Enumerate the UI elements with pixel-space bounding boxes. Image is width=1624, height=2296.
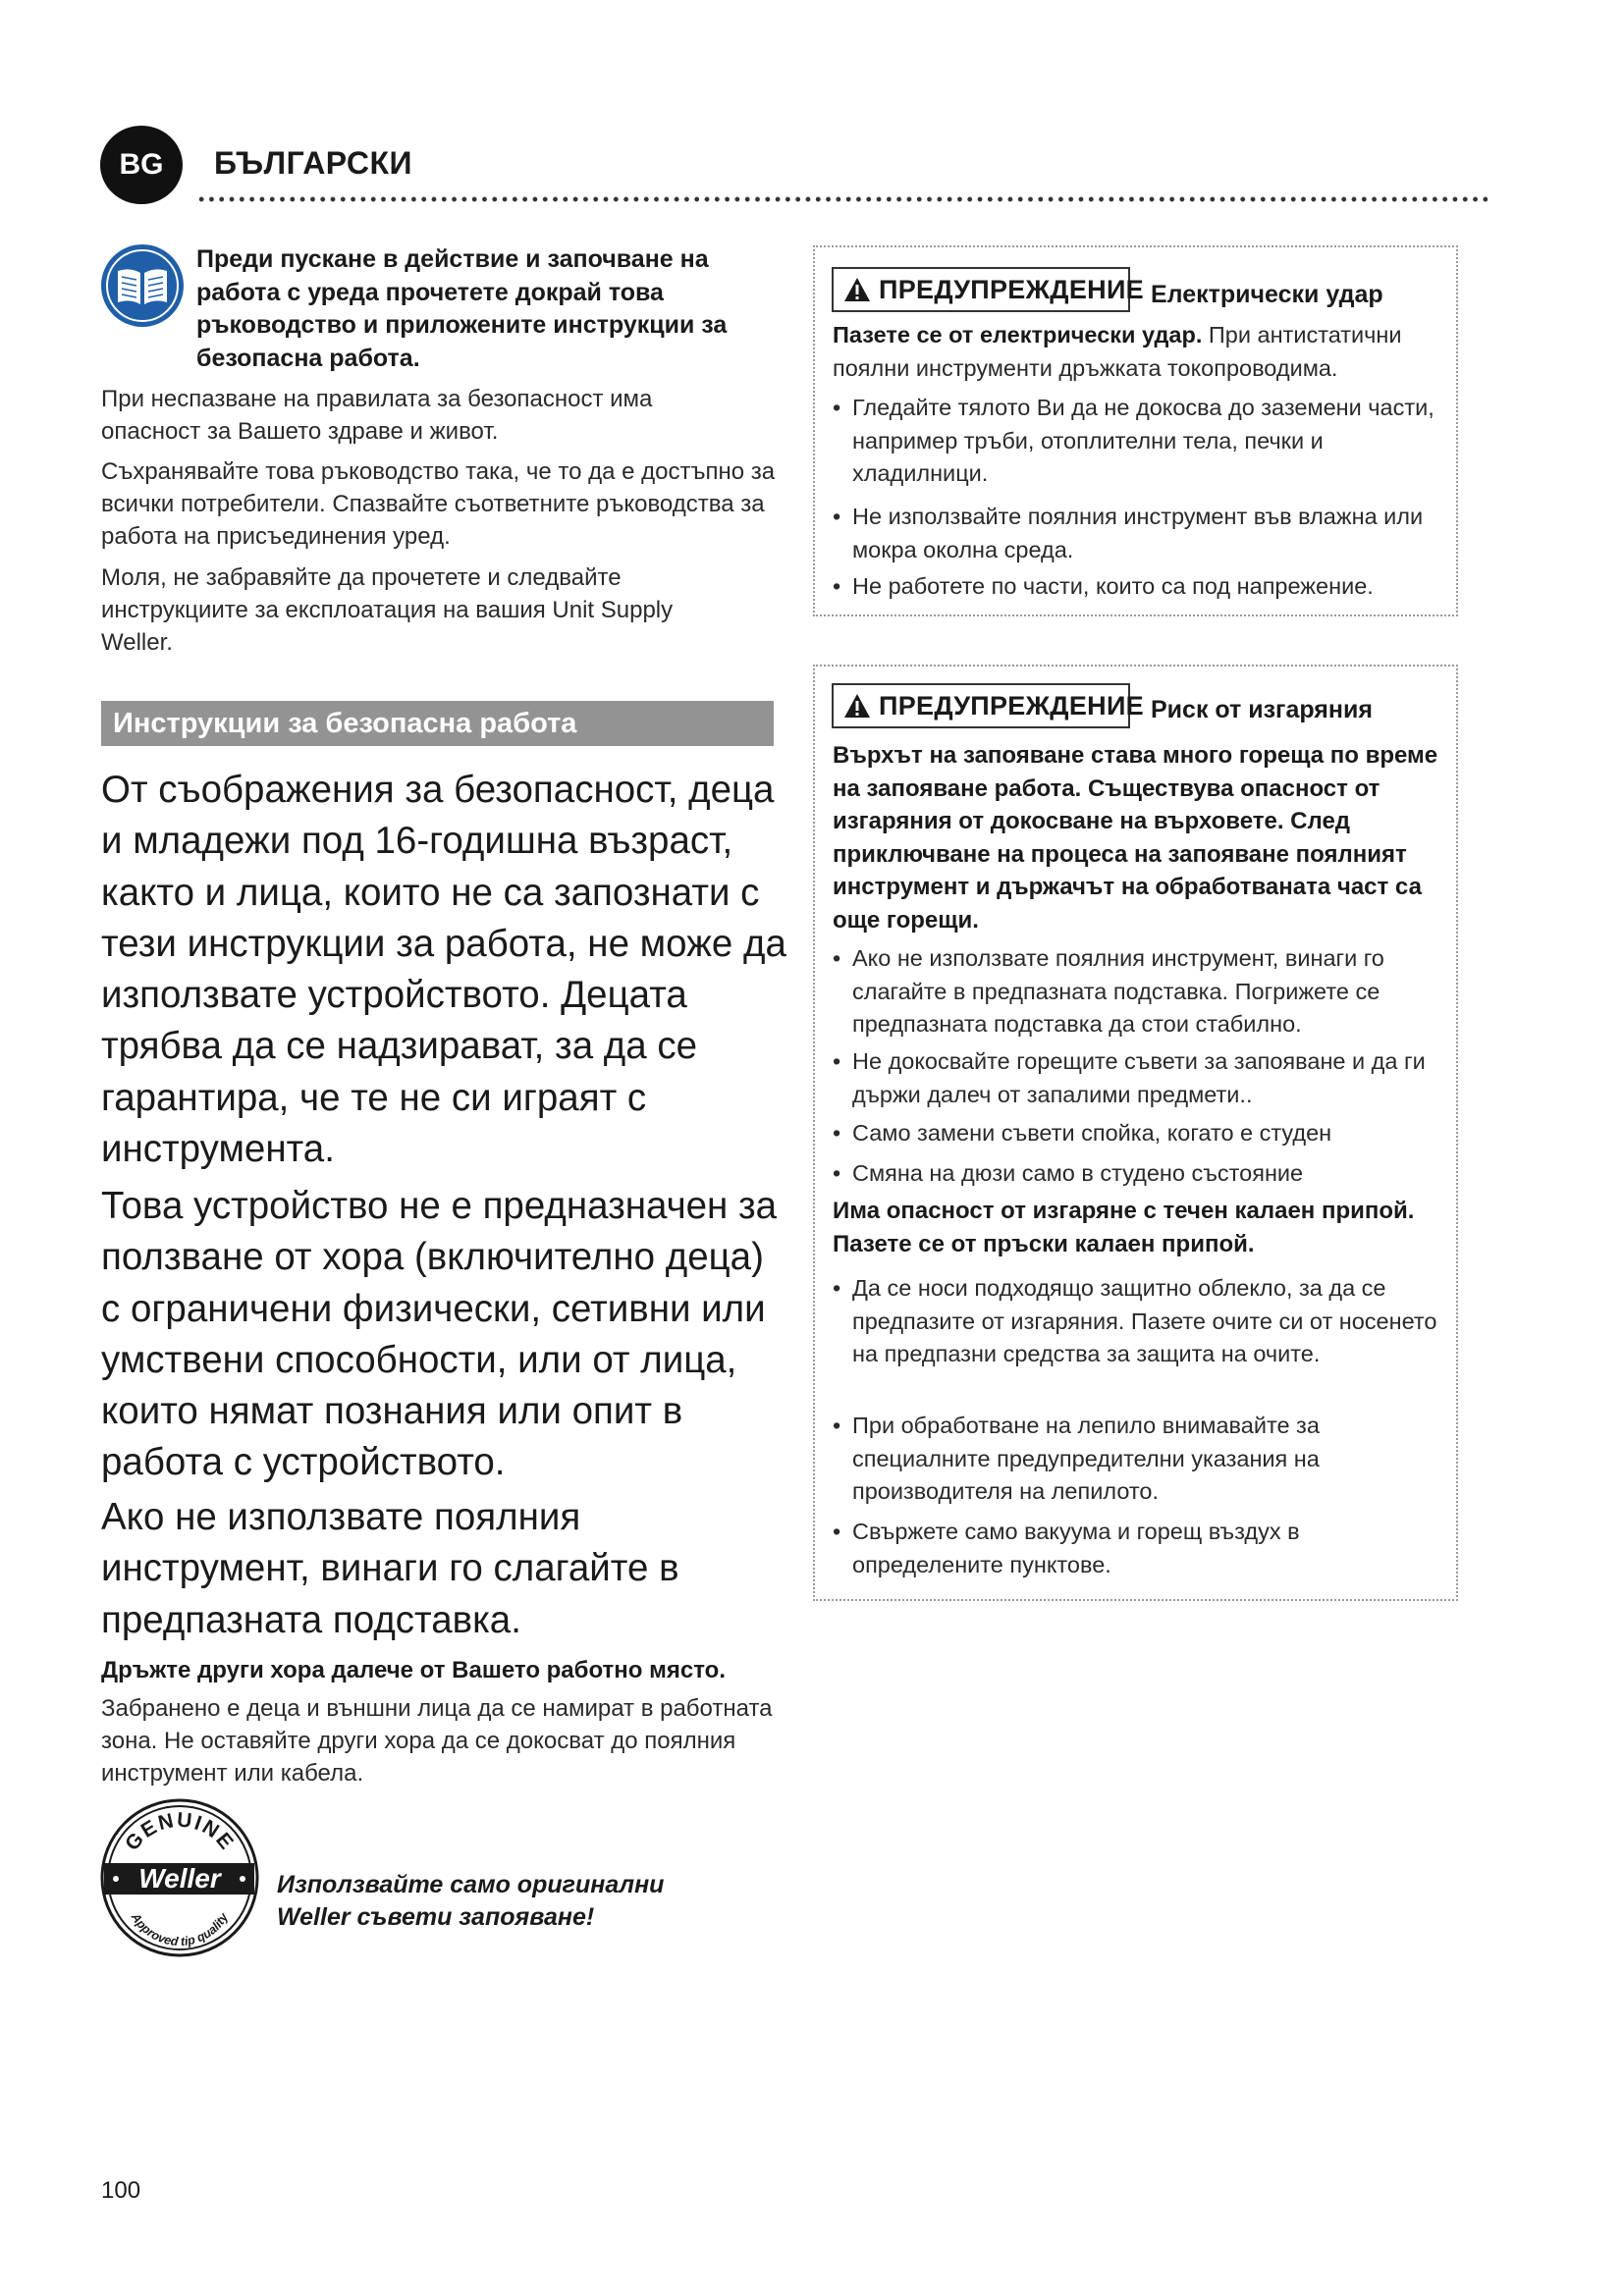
- warning-bullet: • Не използвайте поялния инструмент във влажна или мокра околна среда.: [833, 501, 1441, 566]
- original-tips-line-2: Weller съвети запояване!: [277, 1903, 595, 1931]
- intro-paragraph-2: Съхранявайте това ръководство така, че то да е достъпно за всички потребители. Спазвайте съответните ръководства за работа на присъединения уред.: [101, 458, 776, 550]
- warning-title: Риск от изгаряния: [1151, 696, 1373, 723]
- warning-bullet: • Свържете само вакуума и горещ въздух в определените пунктове.: [833, 1516, 1382, 1581]
- dotted-divider: [196, 195, 1488, 203]
- seal-brand-text: Weller: [138, 1863, 221, 1894]
- safety-big-paragraph-2: Това устройство не е предназначен за ползване от хора (включително деца) с ограничени физически, сетивни или умствени способности, или от лица, които нямат познания или опит в работа с устройството.: [101, 1185, 778, 1484]
- safety-big-paragraph-3: Ако не използвате поялния инструмент, винаги го слагайте в предпазната подставка.: [101, 1496, 679, 1641]
- warning-label-text: ПРЕДУПРЕЖДЕНИЕ: [879, 690, 1144, 721]
- warning-triangle-icon: [843, 277, 871, 302]
- warning-bullet: • Гледайте тялото Ви да не докосва до заземени части, например тръби, отоплителни тела, печки и хладилници.: [833, 392, 1461, 491]
- safety-big-paragraph-1: От съображения за безопасност, деца и младежи под 16-годишна възраст, както и лица, които не са запознати с тези инструкции за работа, не може да използвате устройството. Децата трябва да се надзирават, за да се гарантира, че те не си играят с инструмента.: [101, 769, 786, 1171]
- seal-bottom-text: Approved tip quality: [128, 1910, 232, 1949]
- intro-paragraph-3: Моля, не забравяйте да прочетете и следвайте инструкциите за експлоатация на вашия Unit Supply Weller.: [101, 564, 674, 656]
- page-number: 100: [101, 2177, 141, 2204]
- genuine-weller-seal-icon: [98, 1796, 260, 1958]
- warning-label-text: ПРЕДУПРЕЖДЕНИЕ: [879, 274, 1144, 304]
- original-tips-text: [277, 1869, 738, 1934]
- original-tips-line-1: Използвайте само оригинални: [277, 1871, 665, 1898]
- warning-lead-rest: При антистатични поялни инструменти дръжката токопроводима.: [833, 322, 1402, 381]
- safety-bold-line: Дръжте други хора далече от Вашето работно място.: [101, 1657, 726, 1683]
- warning-bullet: • Смяна на дюзи само в студено състояние: [833, 1157, 1446, 1191]
- warning-bullet: • Не докосвайте горещите съвети за запояване и да ги държи далеч от запалими предмети..: [833, 1045, 1456, 1111]
- warning-lead: [833, 319, 1446, 385]
- section-heading: Инструкции за безопасна работа: [101, 701, 774, 746]
- language-title: БЪЛГАРСКИ: [214, 145, 412, 181]
- warning-label: [832, 683, 1144, 728]
- intro-bold-text: Преди пускане в действие и започване на работа с уреда прочетете докрай това ръководство и приложените инструкции за безопасна работа.: [196, 245, 728, 372]
- seal-top-text: GENUINE: [121, 1808, 240, 1855]
- warning-bullet: • Ако не използвате поялния инструмент, винаги го слагайте в предпазната подставка. Погрижете се предпазната подставка да стои стабилно.: [833, 942, 1456, 1041]
- warning-box-electric-shock: [813, 245, 1458, 616]
- warning-bold-2: Има опасност от изгаряне с течен калаен припой. Пазете се от пръски калаен припой.: [833, 1198, 1415, 1257]
- warning-bullet: • Само замени съвети спойка, когато е студен: [833, 1117, 1446, 1150]
- warning-title: Електрически удар: [1151, 281, 1383, 308]
- warning-bullet: • При обработване на лепило внимавайте за специалните предупредителни указания на производителя на лепилото.: [833, 1410, 1422, 1509]
- warning-label: [832, 267, 1144, 312]
- manual-book-icon: [100, 243, 185, 328]
- warning-triangle-icon: [843, 693, 871, 719]
- warning-bullet: • Не работете по части, които са под напрежение.: [833, 570, 1461, 604]
- warning-bullet: • Да се носи подходящо защитно облекло, за да се предпазите от изгаряния. Пазете очите си от носенето на предпазни средства за защита на очите.: [833, 1272, 1456, 1371]
- language-badge-text: BG: [119, 148, 164, 181]
- warning-lead-bold: Върхът на запояване става много гореща по време на запояване работа. Съществува опасност от изгаряния от докосване на върховете. След приключване на процеса на запояване поялният инструмент и държачът на обработваната част са още горещи.: [833, 742, 1438, 934]
- language-badge: [100, 126, 183, 204]
- warning-lead-bold: Пазете се от електрически удар.: [833, 322, 1203, 347]
- intro-paragraph-1: При неспазване на правилата за безопасност има опасност за Вашето здраве и живот.: [101, 386, 653, 445]
- warning-box-burn-risk: [813, 665, 1458, 1601]
- safety-paragraph: Забранено е деца и външни лица да се намират в работната зона. Не оставяйте други хора да се докосват до поялния инструмент или кабела.: [101, 1695, 773, 1787]
